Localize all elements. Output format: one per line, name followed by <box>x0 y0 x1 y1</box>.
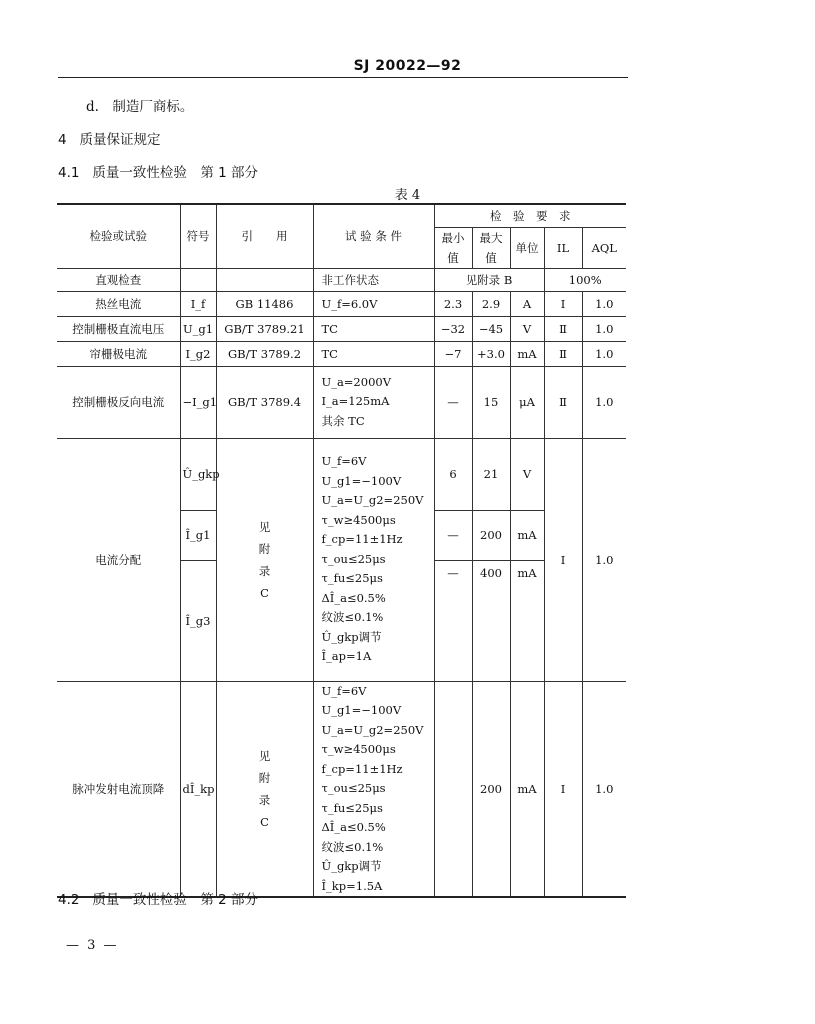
row-symbol: I_f <box>180 291 216 316</box>
header-min: 最小值 <box>434 227 472 268</box>
row-il: I <box>544 291 582 316</box>
row-condition: TC <box>313 341 434 366</box>
row-reference: GB/T 3789.4 <box>216 366 313 438</box>
row-condition: TC <box>313 316 434 341</box>
condition-line: Û_gkp调节 <box>321 859 382 873</box>
row-item: 直观检查 <box>57 268 180 291</box>
row-unit: V <box>510 438 544 510</box>
row-symbol: U_g1 <box>180 316 216 341</box>
row-symbol: −I_g1 <box>180 366 216 438</box>
row-item: 控制栅极反向电流 <box>57 366 180 438</box>
row-min: −32 <box>434 316 472 341</box>
row-min: 2.3 <box>434 291 472 316</box>
header-unit: 单位 <box>510 227 544 268</box>
document-number: SJ 20022—92 <box>353 58 462 74</box>
row-aql: 1.0 <box>582 341 626 366</box>
condition-line: 纹波≤0.1% <box>321 839 384 854</box>
reference-char: 附 <box>258 770 271 785</box>
row-requirement: 见附录 B <box>434 268 544 291</box>
row-unit: V <box>510 316 544 341</box>
condition-line: U_f=6V <box>321 454 367 469</box>
row-min: — <box>434 560 472 681</box>
row-max: 400 <box>472 560 510 681</box>
condition-line: τ_w≥4500μs <box>321 512 396 527</box>
row-conditions <box>313 681 434 897</box>
section-4-1-title: 质量一致性检验 第 1 部分 <box>92 165 259 181</box>
section-4-heading <box>58 128 160 148</box>
header-reference: 引 用 <box>216 204 313 268</box>
row-max: −45 <box>472 316 510 341</box>
condition-line: I_a=125mA <box>321 394 390 409</box>
page-number: — 3 — <box>66 938 119 953</box>
row-condition: U_f=6.0V <box>313 291 434 316</box>
condition-line: τ_ou≤25μs <box>321 551 386 566</box>
row-item: 电流分配 <box>57 438 180 681</box>
table-row <box>57 316 626 341</box>
condition-line: 纹波≤0.1% <box>321 610 384 625</box>
row-conditions <box>313 366 434 438</box>
row-min: 6 <box>434 438 472 510</box>
section-4-1-number: 4.1 <box>58 165 80 181</box>
row-min: — <box>434 510 472 560</box>
row-symbol: dÎ_kp <box>180 681 216 897</box>
row-unit: A <box>510 291 544 316</box>
row-unit: mA <box>510 341 544 366</box>
row-aql: 1.0 <box>582 681 626 897</box>
condition-line: Î_kp=1.5A <box>321 878 383 893</box>
condition-line: τ_ou≤25μs <box>321 781 386 795</box>
table-row <box>57 366 626 438</box>
section-4-2-title: 质量一致性检验 第 2 部分 <box>92 892 259 908</box>
inspection-table <box>57 203 626 898</box>
table-row <box>57 268 626 291</box>
reference-char: 附 <box>258 541 271 556</box>
section-4-2-heading <box>58 888 258 908</box>
row-max: 15 <box>472 366 510 438</box>
row-item: 控制栅极直流电压 <box>57 316 180 341</box>
row-reference: GB/T 3789.2 <box>216 341 313 366</box>
reference-char: C <box>260 814 269 829</box>
header-il: IL <box>544 227 582 268</box>
row-il: Ⅱ <box>544 316 582 341</box>
condition-line: U_g1=−100V <box>321 473 402 488</box>
header-rule <box>58 77 628 78</box>
header-symbol: 符号 <box>180 204 216 268</box>
row-aql: 1.0 <box>582 438 626 681</box>
row-max: 21 <box>472 438 510 510</box>
row-il: Ⅱ <box>544 341 582 366</box>
row-symbol: Î_g1 <box>180 510 216 560</box>
row-max: 2.9 <box>472 291 510 316</box>
row-max: +3.0 <box>472 341 510 366</box>
row-il: I <box>544 438 582 681</box>
row-aql: 100% <box>544 268 626 291</box>
reference-char: C <box>260 585 269 600</box>
row-conditions <box>313 438 434 681</box>
condition-line: f_cp=11±1Hz <box>321 761 403 776</box>
row-reference: GB 11486 <box>216 291 313 316</box>
row-unit: mA <box>510 560 544 681</box>
condition-line: ΔÎ_a≤0.5% <box>321 590 386 605</box>
row-il: Ⅱ <box>544 366 582 438</box>
row-symbol: Î_g3 <box>180 560 216 681</box>
row-aql: 1.0 <box>582 316 626 341</box>
row-reference <box>216 438 313 681</box>
condition-line: U_f=6V <box>321 683 367 698</box>
row-symbol: Û_gkp <box>180 438 216 510</box>
header-conditions: 试 验 条 件 <box>313 204 434 268</box>
reference-char: 见 <box>258 748 271 763</box>
reference-char: 录 <box>258 792 271 807</box>
section-4-number: 4 <box>58 132 67 148</box>
row-min <box>434 681 472 897</box>
condition-line: τ_w≥4500μs <box>321 742 396 756</box>
table-row <box>57 438 626 510</box>
row-max: 200 <box>472 510 510 560</box>
header-max: 最大值 <box>472 227 510 268</box>
row-condition: 非工作状态 <box>313 268 434 291</box>
header-requirements: 检 验 要 求 <box>434 204 626 227</box>
table-row <box>57 291 626 316</box>
row-aql: 1.0 <box>582 366 626 438</box>
table-row <box>57 681 626 897</box>
row-max: 200 <box>472 681 510 897</box>
item-d-manufacturer-mark: d. 制造厂商标。 <box>86 99 194 115</box>
section-4-2-number: 4.2 <box>58 892 80 908</box>
reference-char: 见 <box>258 519 271 534</box>
row-aql: 1.0 <box>582 291 626 316</box>
row-reference: GB/T 3789.21 <box>216 316 313 341</box>
row-symbol: I_g2 <box>180 341 216 366</box>
condition-line: τ_fu≤25μs <box>321 571 383 586</box>
row-unit: mA <box>510 510 544 560</box>
row-reference <box>216 681 313 897</box>
header-item: 检验或试验 <box>57 204 180 268</box>
condition-line: U_g1=−100V <box>321 703 402 717</box>
row-item: 帘栅极电流 <box>57 341 180 366</box>
row-item: 脉冲发射电流顶降 <box>57 681 180 897</box>
condition-line: U_a=U_g2=250V <box>321 722 424 737</box>
section-4-title: 质量保证规定 <box>79 132 161 148</box>
row-unit: μA <box>510 366 544 438</box>
condition-line: U_a=2000V <box>321 374 392 389</box>
row-item: 热丝电流 <box>57 291 180 316</box>
condition-line: τ_fu≤25μs <box>321 800 383 815</box>
condition-line: f_cp=11±1Hz <box>321 532 403 547</box>
reference-char: 录 <box>258 563 271 578</box>
table-header-row <box>57 204 626 227</box>
condition-line: ΔÎ_a≤0.5% <box>321 820 386 834</box>
condition-line: Î_ap=1A <box>321 649 372 664</box>
table-row <box>57 341 626 366</box>
table-caption: 表 4 <box>394 188 421 203</box>
header-aql: AQL <box>582 227 626 268</box>
row-min: −7 <box>434 341 472 366</box>
condition-line: Û_gkp调节 <box>321 629 382 644</box>
section-4-1-heading <box>58 161 258 181</box>
condition-line: U_a=U_g2=250V <box>321 493 424 508</box>
row-min: — <box>434 366 472 438</box>
row-unit: mA <box>510 681 544 897</box>
condition-line: 其余 TC <box>321 413 365 428</box>
row-il: I <box>544 681 582 897</box>
